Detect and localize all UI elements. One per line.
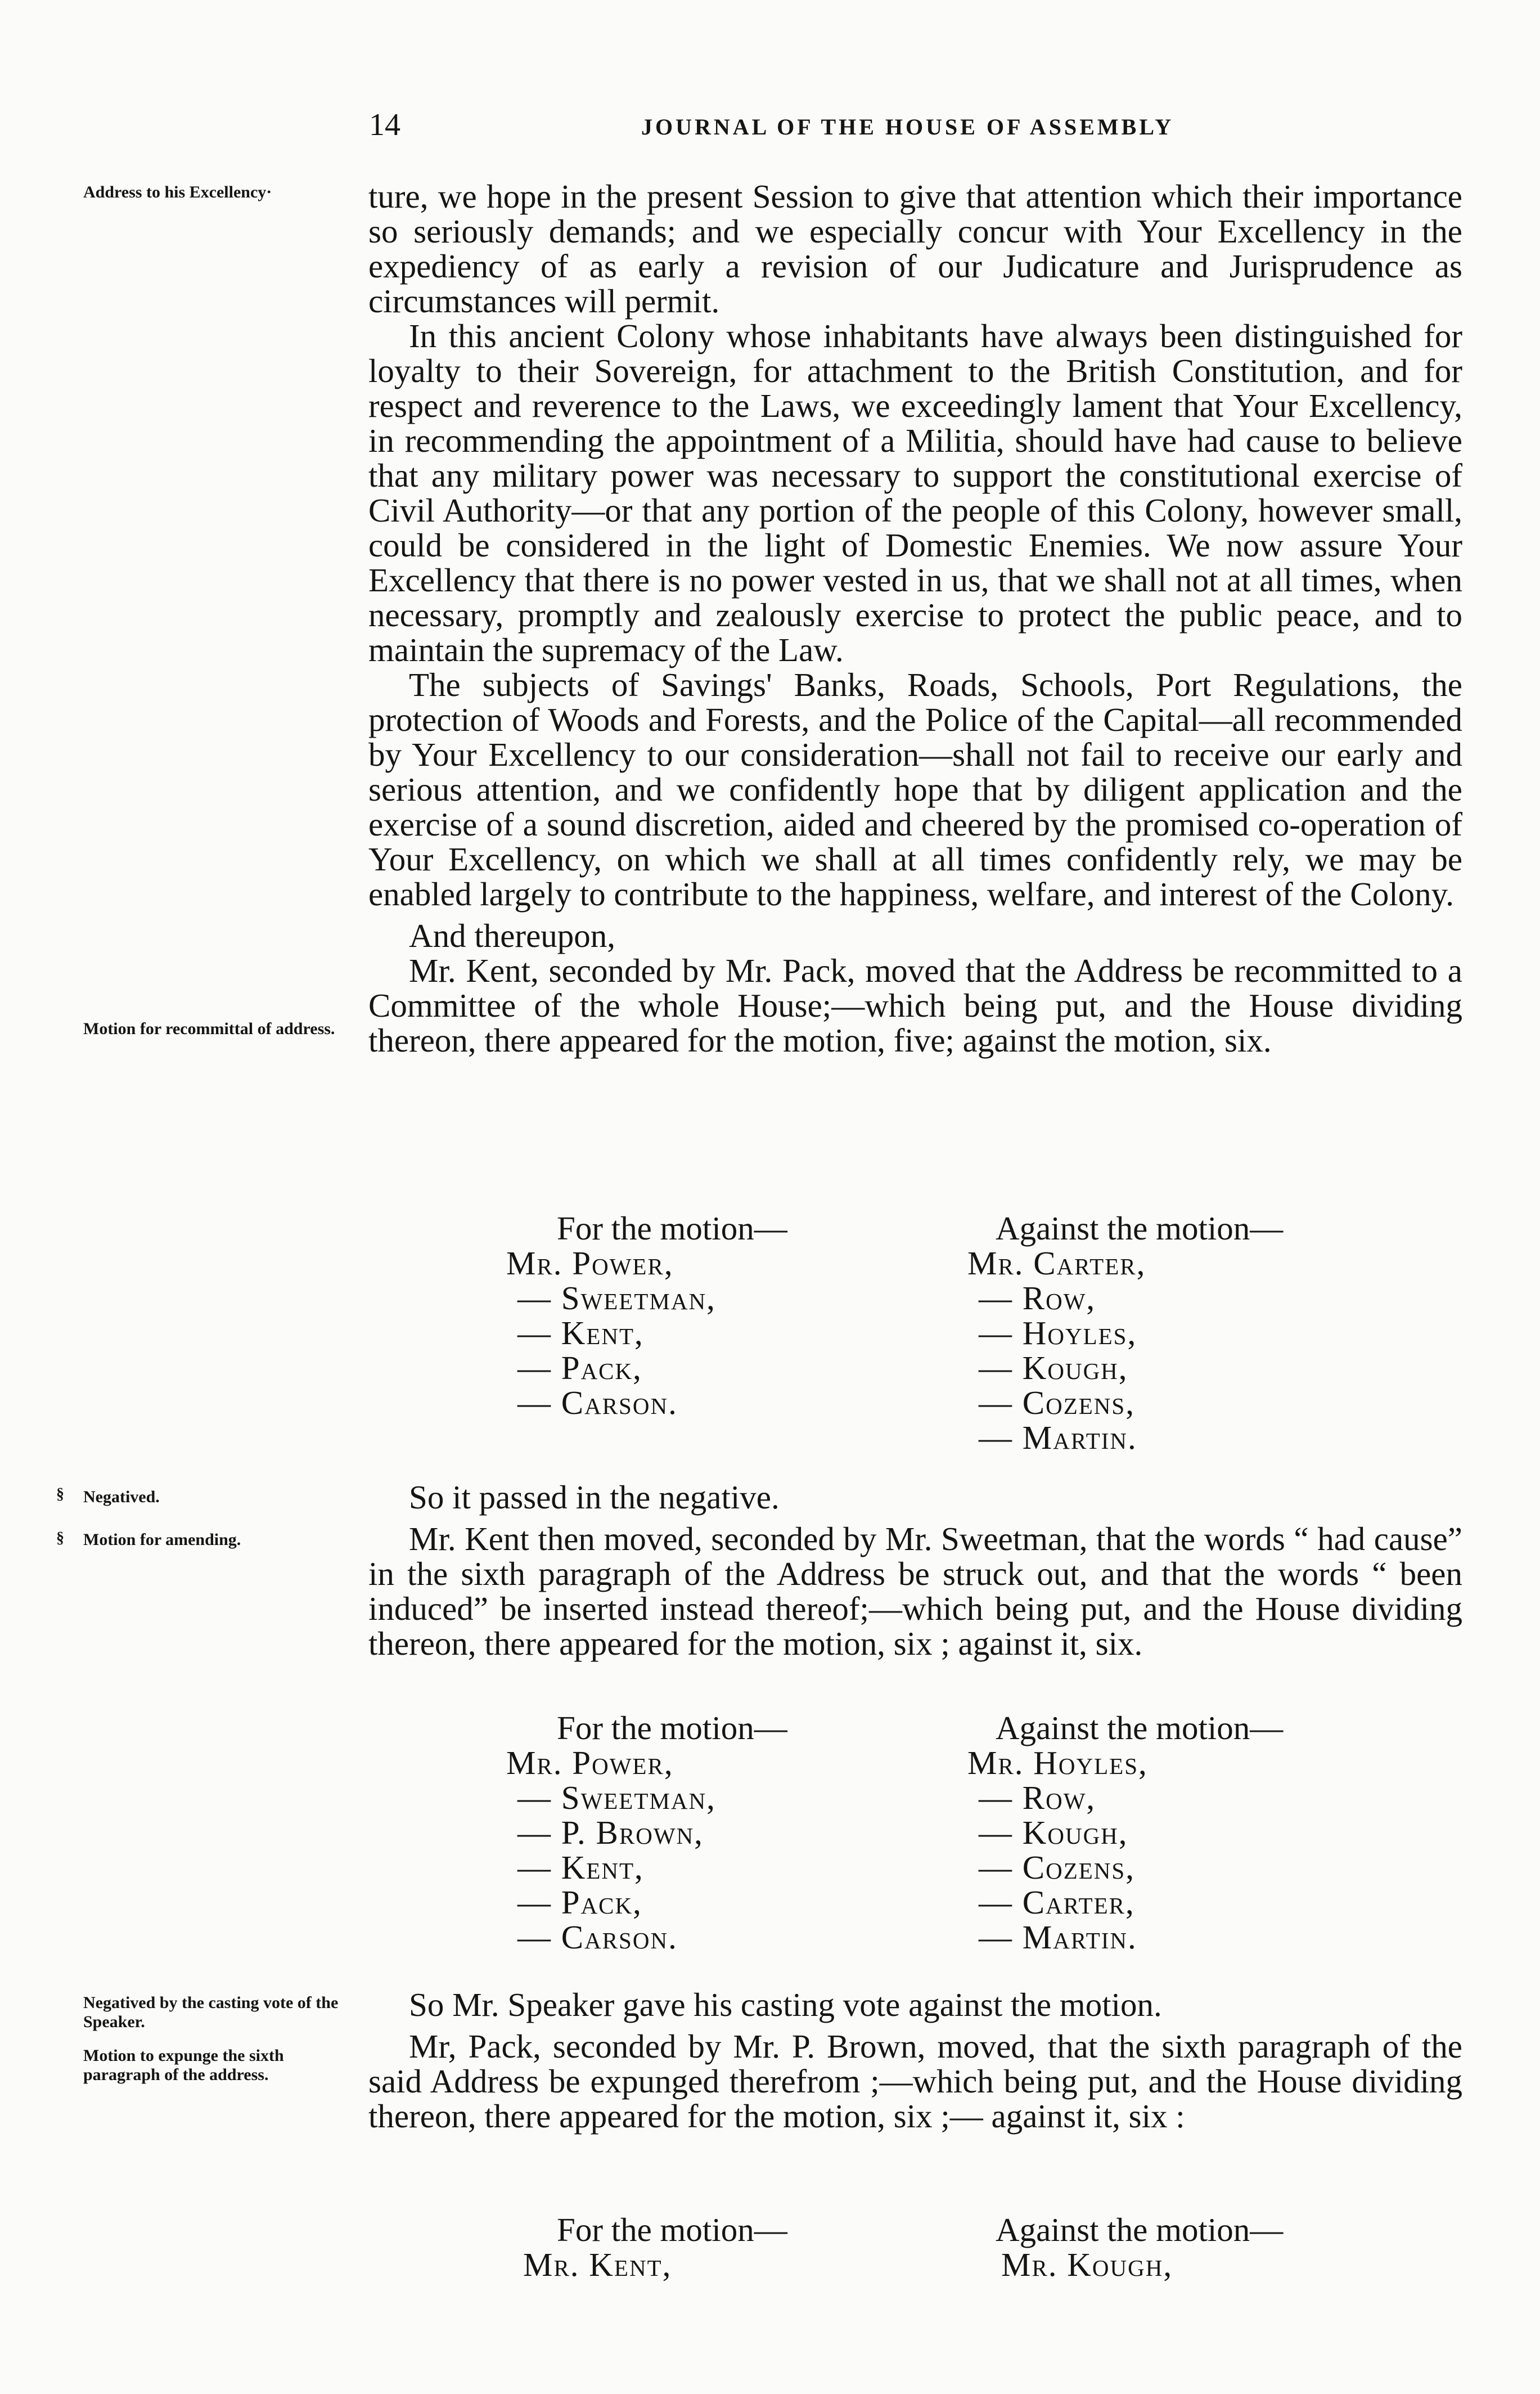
member-name: — Kough,	[979, 1814, 1128, 1851]
against-column	[967, 1211, 1283, 1455]
margin-note-casting-vote: Negatived by the casting vote of the Speaker.	[83, 1993, 339, 2031]
paragraph: Mr, Pack, seconded by Mr. P. Brown, moved, that the sixth paragraph of the said Address be expunged therefrom ;—which being put, and the House dividing thereon, there appeared for the motion, six ;— against it, six :	[368, 2028, 1462, 2135]
member-name: — Pack,	[517, 1349, 642, 1386]
paragraph: Mr. Kent then moved, seconded by Mr. Sweetman, that the words “ had cause” in the sixth paragraph of the Address be struck out, and that the words “ been induced” be inserted instead thereof;—which being put, and the House dividing thereon, there appeared for the motion, six ; against it, six.	[368, 1520, 1462, 1662]
running-head	[360, 107, 1215, 152]
paragraph: In this ancient Colony whose inhabitants have always been distinguished for loyalty to their Sovereign, for attachment to the British Constitution, and for respect and reverence to the Laws, we exceedingly lament that Your Excellency, in recommending the appointment of a Militia, should have had cause to believe that any military power was necessary to support the constitutional exercise of Civil Authority—or that any portion of the people of this Colony, however small, could be considered in the light of Domestic Enemies. We now assure Your Excellency that there is no power vested in us, that we shall not at all times, when necessary, promptly and zealously exercise to protect the public peace, and to maintain the supremacy of the Law.	[368, 317, 1462, 668]
member-name: — Cozens,	[979, 1849, 1135, 1886]
member-name: Mr. Hoyles,	[967, 1744, 1148, 1781]
against-heading: Against the motion—	[996, 1210, 1284, 1247]
member-name: Mr. Power,	[506, 1245, 674, 1282]
member-name: — Cozens,	[979, 1384, 1135, 1421]
margin-note-recommittal: Motion for recommittal of address.	[83, 1019, 335, 1038]
margin-note-negatived: Negatived.	[83, 1488, 160, 1506]
body-text-block	[368, 179, 1462, 1058]
journal-title: JOURNAL OF THE HOUSE OF ASSEMBLY	[641, 114, 1174, 140]
against-heading: Against the motion—	[996, 2211, 1284, 2248]
member-name: — Sweetman,	[517, 1779, 716, 1816]
member-name: — Kent,	[517, 1314, 644, 1351]
margin-mark-symbol: §	[56, 1485, 64, 1503]
division-list	[506, 1710, 1378, 1980]
member-name: — Row,	[979, 1279, 1096, 1317]
member-name: — Sweetman,	[517, 1279, 716, 1317]
for-column	[506, 1211, 787, 1420]
member-name: Mr. Carter,	[967, 1245, 1146, 1282]
member-name: — Martin.	[979, 1419, 1137, 1456]
member-name: — Kent,	[517, 1849, 644, 1886]
paragraph: The subjects of Savings' Banks, Roads, Schools, Port Regulations, the protection of Woods and Forests, and the Police of the Capital—all recommended by Your Excellency to our consideration—shall not fail to receive our early and serious attention, and we confidently hope that by diligent application and the exercise of a sound discretion, aided and cheered by the promised co-operation of Your Excellency, on which we shall at all times confidently rely, we may be enabled largely to contribute to the happiness, welfare, and interest of the Colony.	[368, 666, 1462, 913]
member-name: — Carson.	[517, 1384, 678, 1421]
body-text-block	[368, 1987, 1462, 2134]
margin-note-address: Address to his Excellency·	[83, 183, 272, 201]
member-name: Mr. Kough,	[1001, 2246, 1173, 2283]
against-heading: Against the motion—	[996, 1709, 1284, 1746]
against-column	[967, 2212, 1283, 2282]
member-name: — Kough,	[979, 1349, 1128, 1386]
paragraph: ture, we hope in the present Session to give that attention which their importance so seriously demands; and we especially concur with Your Excellency in the expediency of as early a revision of our Judicature and Jurisprudence as circumstances will permit.	[368, 178, 1462, 320]
margin-note-expunge: Motion to expunge the sixth paragraph of the address.	[83, 2046, 284, 2084]
paragraph: So it passed in the negative.	[409, 1479, 780, 1516]
for-column	[506, 1710, 787, 1955]
margin-mark-symbol: §	[56, 1529, 64, 1547]
body-text-block	[368, 1480, 1462, 1661]
for-column	[506, 2212, 787, 2282]
member-name: Mr. Kent,	[523, 2246, 672, 2283]
member-name: — Row,	[979, 1779, 1096, 1816]
division-list	[506, 2212, 1378, 2291]
paragraph: So Mr. Speaker gave his casting vote against the motion.	[409, 1986, 1162, 2023]
member-name: Mr. Power,	[506, 1744, 674, 1781]
division-list	[506, 1210, 1378, 1456]
paragraph: Mr. Kent, seconded by Mr. Pack, moved that the Address be recommitted to a Committee of the whole House;—which being put, and the House dividing thereon, there appeared for the motion, five; against the motion, six.	[368, 952, 1462, 1059]
member-name: — Carter,	[979, 1884, 1135, 1921]
paragraph: And thereupon,	[409, 917, 616, 954]
against-column	[967, 1710, 1283, 1955]
page-number: 14	[369, 107, 400, 142]
member-name: — P. Brown,	[517, 1814, 704, 1851]
for-heading: For the motion—	[557, 1709, 787, 1746]
member-name: — Hoyles,	[979, 1314, 1137, 1351]
member-name: — Martin.	[979, 1919, 1137, 1956]
for-heading: For the motion—	[557, 1210, 787, 1247]
member-name: — Pack,	[517, 1884, 642, 1921]
for-heading: For the motion—	[557, 2211, 787, 2248]
member-name: — Carson.	[517, 1919, 678, 1956]
margin-note-amending: Motion for amending.	[83, 1530, 241, 1549]
